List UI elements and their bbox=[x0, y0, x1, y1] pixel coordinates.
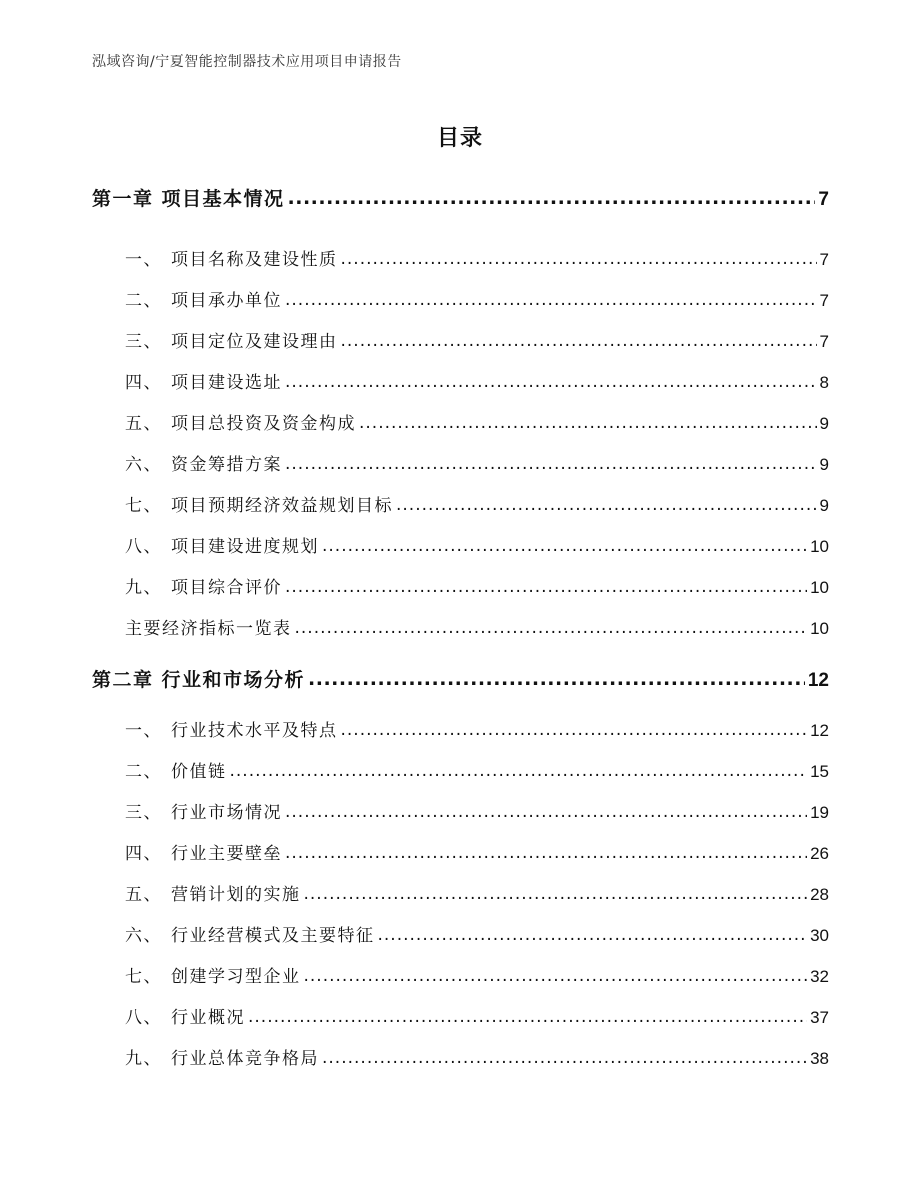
toc-entry[interactable] bbox=[125, 327, 829, 352]
entry-number: 二、 bbox=[125, 762, 162, 782]
page-number: 15 bbox=[810, 762, 829, 781]
dot-leader bbox=[288, 187, 816, 209]
page-number: 26 bbox=[810, 844, 829, 863]
entry-number: 五、 bbox=[125, 414, 162, 434]
page-number: 7 bbox=[819, 291, 829, 310]
toc-entry[interactable] bbox=[125, 614, 829, 639]
entry-number: 八、 bbox=[125, 537, 162, 557]
entry-number: 七、 bbox=[125, 496, 162, 516]
entry-title: 项目建设选址 bbox=[171, 373, 282, 393]
toc-entry[interactable] bbox=[125, 757, 829, 782]
entry-title: 项目综合评价 bbox=[171, 578, 282, 598]
toc-entry[interactable] bbox=[125, 839, 829, 864]
page-number: 8 bbox=[819, 373, 829, 392]
entry-title: 项目建设进度规划 bbox=[171, 537, 319, 557]
running-header: 泓域咨询/宁夏智能控制器技术应用项目申请报告 bbox=[92, 54, 402, 70]
dot-leader bbox=[285, 372, 817, 392]
toc-entry[interactable] bbox=[125, 880, 829, 905]
dot-leader bbox=[378, 925, 808, 945]
chapter-title: 行业和市场分析 bbox=[161, 669, 306, 691]
dot-leader bbox=[304, 966, 808, 986]
entry-number: 九、 bbox=[125, 1049, 162, 1069]
entry-title: 行业总体竞争格局 bbox=[171, 1049, 319, 1069]
page-number: 19 bbox=[810, 803, 829, 822]
page-number: 9 bbox=[819, 414, 829, 433]
toc-chapter-2[interactable] bbox=[92, 665, 829, 692]
dot-leader bbox=[308, 668, 805, 690]
toc-entry[interactable] bbox=[125, 532, 829, 557]
toc-entry[interactable] bbox=[125, 450, 829, 475]
entry-title: 项目名称及建设性质 bbox=[171, 250, 338, 270]
entry-title: 资金筹措方案 bbox=[171, 455, 282, 475]
toc-entry[interactable] bbox=[125, 286, 829, 311]
page-number: 37 bbox=[810, 1008, 829, 1027]
page-number: 12 bbox=[810, 721, 829, 740]
entry-title: 行业概况 bbox=[171, 1008, 245, 1028]
page-number: 30 bbox=[810, 926, 829, 945]
toc-entry[interactable] bbox=[125, 921, 829, 946]
entry-title: 行业技术水平及特点 bbox=[171, 721, 338, 741]
entry-title: 项目定位及建设理由 bbox=[171, 332, 338, 352]
toc-entry[interactable] bbox=[125, 573, 829, 598]
entry-title: 行业主要壁垒 bbox=[171, 844, 282, 864]
toc-entry[interactable] bbox=[125, 368, 829, 393]
toc-title: 目录 bbox=[436, 126, 483, 151]
dot-leader bbox=[285, 802, 807, 822]
entry-title: 行业市场情况 bbox=[171, 803, 282, 823]
dot-leader bbox=[359, 413, 817, 433]
page-number: 7 bbox=[818, 189, 829, 210]
dot-leader bbox=[295, 618, 808, 638]
entry-title: 价值链 bbox=[171, 762, 227, 782]
toc-entry[interactable] bbox=[125, 1044, 829, 1069]
dot-leader bbox=[285, 454, 817, 474]
entry-number: 六、 bbox=[125, 926, 162, 946]
dot-leader bbox=[285, 290, 817, 310]
page-number: 7 bbox=[819, 250, 829, 269]
dot-leader bbox=[285, 577, 807, 597]
entry-title: 项目承办单位 bbox=[171, 291, 282, 311]
dot-leader bbox=[322, 1048, 807, 1068]
entry-number: 四、 bbox=[125, 844, 162, 864]
toc-entry[interactable] bbox=[125, 798, 829, 823]
page-number: 10 bbox=[810, 619, 829, 638]
entry-title: 项目总投资及资金构成 bbox=[171, 414, 356, 434]
toc-entry[interactable] bbox=[125, 1003, 829, 1028]
toc-entry[interactable] bbox=[125, 716, 829, 741]
toc-entry[interactable] bbox=[125, 962, 829, 987]
dot-leader bbox=[322, 536, 807, 556]
entry-number: 五、 bbox=[125, 885, 162, 905]
page-number: 10 bbox=[810, 578, 829, 597]
page-number: 9 bbox=[819, 455, 829, 474]
entry-title: 项目预期经济效益规划目标 bbox=[171, 496, 393, 516]
page-number: 28 bbox=[810, 885, 829, 904]
entry-number: 四、 bbox=[125, 373, 162, 393]
page-number: 10 bbox=[810, 537, 829, 556]
dot-leader bbox=[396, 495, 817, 515]
entry-number: 一、 bbox=[125, 721, 162, 741]
chapter-title: 项目基本情况 bbox=[161, 188, 285, 210]
entry-number: 二、 bbox=[125, 291, 162, 311]
dot-leader bbox=[248, 1007, 807, 1027]
page-number: 12 bbox=[807, 670, 829, 691]
page-number: 32 bbox=[810, 967, 829, 986]
dot-leader bbox=[341, 249, 817, 269]
chapter-label: 第一章 bbox=[92, 188, 154, 210]
dot-leader bbox=[230, 761, 808, 781]
page-number: 7 bbox=[819, 332, 829, 351]
entry-number: 六、 bbox=[125, 455, 162, 475]
entry-number: 一、 bbox=[125, 250, 162, 270]
entry-title: 创建学习型企业 bbox=[171, 967, 301, 987]
dot-leader bbox=[341, 720, 808, 740]
entry-number: 八、 bbox=[125, 1008, 162, 1028]
entry-title: 营销计划的实施 bbox=[171, 885, 301, 905]
toc-entry[interactable] bbox=[125, 409, 829, 434]
entry-number: 七、 bbox=[125, 967, 162, 987]
entry-number: 三、 bbox=[125, 332, 162, 352]
entry-number: 三、 bbox=[125, 803, 162, 823]
page-number: 38 bbox=[810, 1049, 829, 1068]
entry-title: 行业经营模式及主要特征 bbox=[171, 926, 375, 946]
page-number: 9 bbox=[819, 496, 829, 515]
chapter-label: 第二章 bbox=[92, 669, 154, 691]
toc-entry[interactable] bbox=[125, 245, 829, 270]
entry-title: 主要经济指标一览表 bbox=[125, 619, 292, 639]
dot-leader bbox=[285, 843, 807, 863]
toc-chapter-1[interactable] bbox=[92, 184, 829, 211]
dot-leader bbox=[304, 884, 808, 904]
toc-entry[interactable] bbox=[125, 491, 829, 516]
entry-number: 九、 bbox=[125, 578, 162, 598]
dot-leader bbox=[341, 331, 817, 351]
